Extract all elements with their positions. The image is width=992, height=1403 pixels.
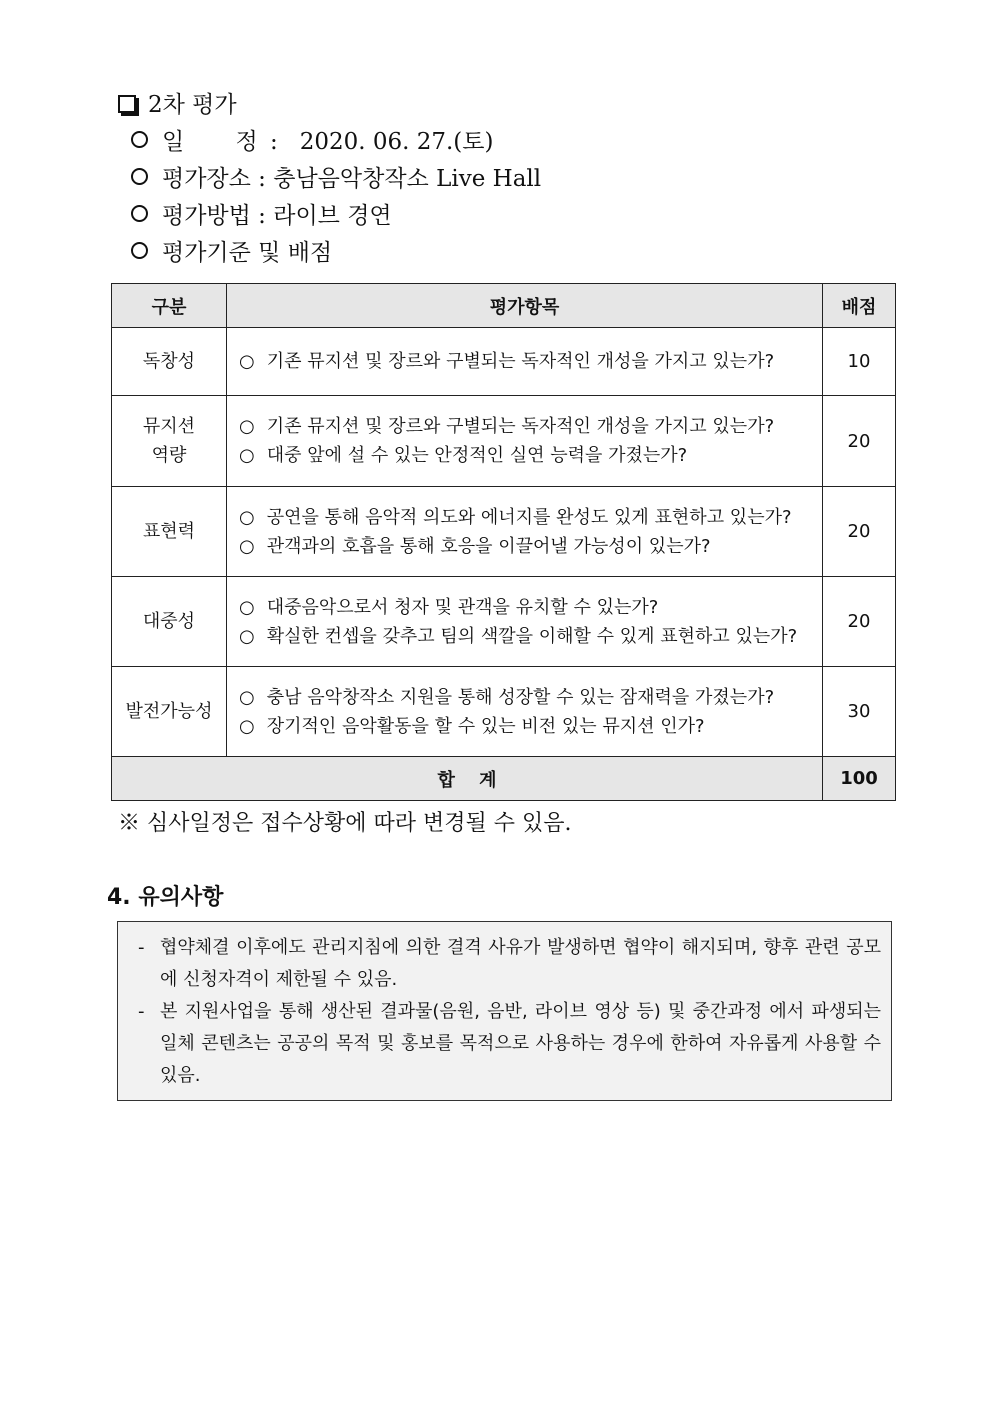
table-row xyxy=(112,667,896,757)
table-row xyxy=(112,328,896,396)
circle-bullet-icon xyxy=(131,242,148,259)
score-cell: 20 xyxy=(823,577,896,667)
circle-bullet-icon xyxy=(131,205,148,222)
category-text: 표현력 xyxy=(142,521,196,542)
info-label: 평가장소 xyxy=(162,166,251,192)
items-cell xyxy=(227,577,823,667)
category-text: 뮤지션 xyxy=(142,416,196,437)
info-method: 평가방법 : 라이브 경연 xyxy=(131,201,392,231)
small-circle-icon: ○ xyxy=(239,686,255,708)
small-circle-icon: ○ xyxy=(239,445,255,466)
small-circle-icon: ○ xyxy=(239,416,255,437)
category-cell xyxy=(112,328,227,396)
small-circle-icon: ○ xyxy=(239,535,255,557)
section-title: 4. 유의사항 xyxy=(107,885,224,910)
small-circle-icon: ○ xyxy=(239,625,255,647)
table-row xyxy=(112,577,896,667)
info-label: 일 정 xyxy=(162,129,258,155)
evaluation-table xyxy=(111,283,896,801)
small-circle-icon: ○ xyxy=(239,596,255,618)
category-text: 발전가능성 xyxy=(125,701,213,722)
info-label: 평가방법 xyxy=(162,203,251,229)
circle-bullet-icon xyxy=(131,168,148,185)
total-score: 100 xyxy=(823,757,896,801)
small-circle-icon: ○ xyxy=(239,351,255,372)
caution-text: 본 지원사업을 통해 생산된 결과물(음원, 음반, 라이브 영상 등) 및 중간과정 에서 파생되는 일체 콘텐츠는 공공의 목적 및 홍보를 목적으로 사용하는 경우에 한하여 자유롭게 사용할 수 있음. xyxy=(160,1001,881,1086)
criteria-item: ○ 대중음악으로서 청자 및 관객을 유치할 수 있는가? xyxy=(239,596,659,618)
criteria-item: ○ 기존 뮤지션 및 장르와 구별되는 독자적인 개성을 가지고 있는가? xyxy=(239,351,775,372)
score-cell: 10 xyxy=(823,328,896,396)
info-value: 2020. 06. 27.(토) xyxy=(299,129,494,155)
section-heading xyxy=(118,90,237,120)
category-cell xyxy=(112,396,227,487)
small-circle-icon: ○ xyxy=(239,506,255,528)
list-item xyxy=(138,932,881,996)
score-cell: 20 xyxy=(823,487,896,577)
checkbox-square-icon xyxy=(118,95,136,113)
info-location: 평가장소 : 충남음악창작소 Live Hall xyxy=(131,164,541,194)
criteria-item: ○ 기존 뮤지션 및 장르와 구별되는 독자적인 개성을 가지고 있는가? xyxy=(239,416,775,437)
category-text: 독창성 xyxy=(142,351,196,372)
criteria-item: ○ 장기적인 음악활동을 할 수 있는 비전 있는 뮤지션 인가? xyxy=(239,715,705,737)
items-cell xyxy=(227,487,823,577)
items-cell xyxy=(227,667,823,757)
dash-bullet: - xyxy=(138,937,145,958)
total-label: 합 계 xyxy=(112,757,823,801)
criteria-item: ○ 공연을 통해 음악적 의도와 에너지를 완성도 있게 표현하고 있는가? xyxy=(239,506,792,528)
dash-bullet: - xyxy=(138,1001,145,1022)
info-label: 평가기준 및 배점 xyxy=(162,240,333,266)
table-header-row xyxy=(112,284,896,328)
category-cell xyxy=(112,667,227,757)
info-criteria xyxy=(131,238,332,268)
small-circle-icon: ○ xyxy=(239,715,255,737)
criteria-item: ○ 충남 음악창작소 지원을 통해 성장할 수 있는 잠재력을 가졌는가? xyxy=(239,686,775,708)
schedule-note: ※ 심사일정은 접수상황에 따라 변경될 수 있음. xyxy=(118,811,572,836)
circle-bullet-icon xyxy=(131,131,148,148)
section-heading-text: 2차 평가 xyxy=(148,92,237,118)
category-text: 역량 xyxy=(151,445,187,466)
score-cell: 30 xyxy=(823,667,896,757)
category-text: 대중성 xyxy=(142,611,196,632)
criteria-item: ○ 대중 앞에 설 수 있는 안정적인 실연 능력을 가졌는가? xyxy=(239,445,688,466)
criteria-item: ○ 관객과의 호흡을 통해 호응을 이끌어낼 가능성이 있는가? xyxy=(239,535,711,557)
header-score: 배점 xyxy=(823,284,896,328)
info-date: 일 정 : 2020. 06. 27.(토) xyxy=(131,127,493,157)
items-cell xyxy=(227,328,823,396)
total-row xyxy=(112,757,896,801)
info-value: 충남음악창작소 Live Hall xyxy=(273,166,542,192)
table-row xyxy=(112,487,896,577)
category-cell xyxy=(112,577,227,667)
header-items: 평가항목 xyxy=(227,284,823,328)
list-item xyxy=(138,996,881,1092)
header-category: 구분 xyxy=(112,284,227,328)
score-cell: 20 xyxy=(823,396,896,487)
cautions-box xyxy=(117,921,892,1101)
items-cell xyxy=(227,396,823,487)
caution-text: 협약체결 이후에도 관리지침에 의한 결격 사유가 발생하면 협약이 해지되며, 향후 관련 공모에 신청자격이 제한될 수 있음. xyxy=(160,937,881,990)
category-cell xyxy=(112,487,227,577)
criteria-item: ○ 확실한 컨셉을 갖추고 팀의 색깔을 이해할 수 있게 표현하고 있는가? xyxy=(239,625,798,647)
info-value: 라이브 경연 xyxy=(273,203,392,229)
table-row xyxy=(112,396,896,487)
